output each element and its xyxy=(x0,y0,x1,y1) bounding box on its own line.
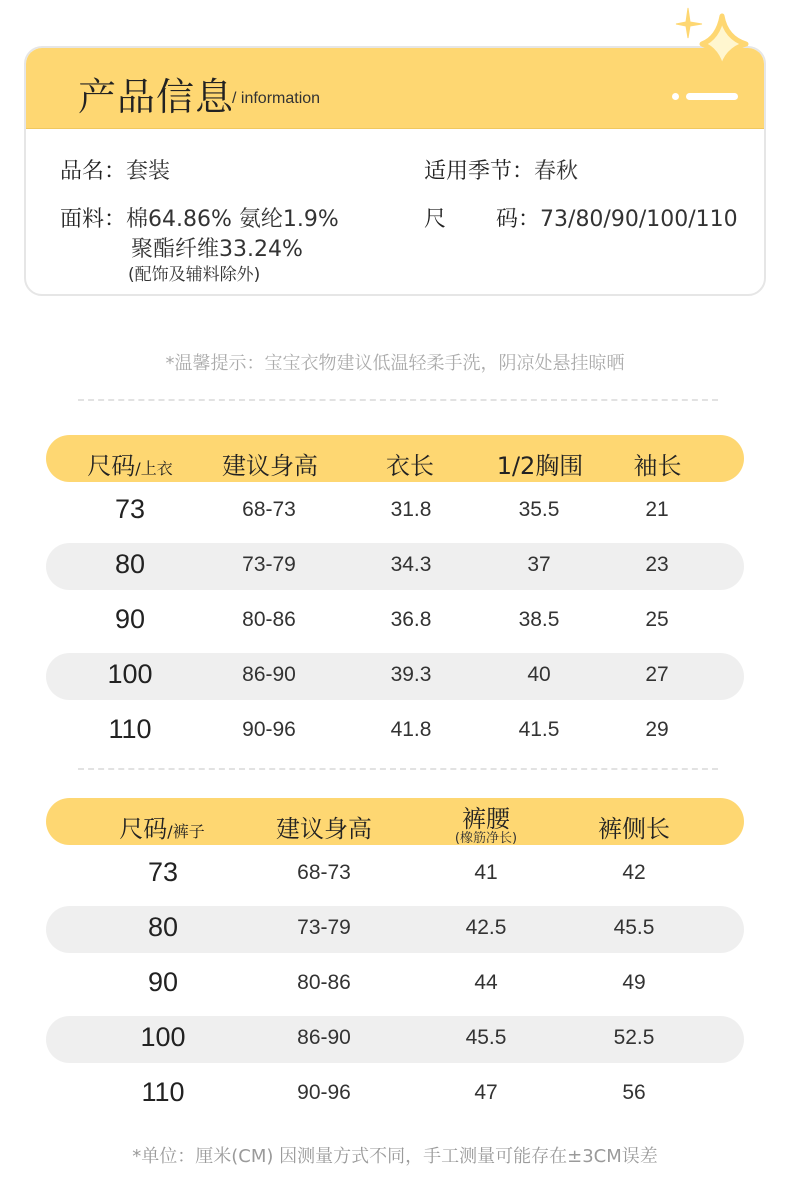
bottom-cell-size: 110 xyxy=(141,1077,185,1107)
top-cell-size: 110 xyxy=(108,714,152,744)
fabric-line2-row xyxy=(131,232,303,263)
top-cell-sleeve: 23 xyxy=(645,553,669,576)
top-cell-height: 73-79 xyxy=(242,553,296,576)
bottom-cell-size: 80 xyxy=(147,912,179,942)
top-header-size-label: 尺码 xyxy=(87,452,136,480)
top-cell-length: 36.8 xyxy=(390,608,432,631)
bottom-header-waist: 裤腰 xyxy=(462,805,510,833)
bottom-cell-size: 73 xyxy=(147,857,179,887)
product-info-title: 产品信息 xyxy=(78,75,235,119)
top-cell-length: 39.3 xyxy=(390,663,432,686)
fabric-note: (配饰及辅料除外) xyxy=(128,265,261,285)
bottom-header-side: 裤侧长 xyxy=(598,815,670,843)
fabric-row xyxy=(60,202,339,233)
name-label: 品名： xyxy=(60,159,127,184)
bottom-cell-size: 100 xyxy=(140,1022,186,1052)
bottom-header-size xyxy=(92,809,232,844)
season-value: 春秋 xyxy=(534,159,579,184)
season-row xyxy=(424,154,578,185)
bottom-cell-height: 80-86 xyxy=(297,971,351,994)
product-info-header xyxy=(26,48,764,129)
top-cell-chest: 38.5 xyxy=(518,608,560,631)
top-header-chest: 1/2胸围 xyxy=(496,452,584,480)
divider-2 xyxy=(78,768,718,770)
top-cell-height: 90-96 xyxy=(242,718,296,741)
bottom-cell-waist: 45.5 xyxy=(465,1026,507,1049)
top-cell-height: 86-90 xyxy=(242,663,296,686)
bottom-header-size-small: /裤子 xyxy=(167,822,205,841)
care-tip: *温馨提示：宝宝衣物建议低温轻柔手洗，阴凉处悬挂晾晒 xyxy=(165,353,625,374)
bottom-cell-height: 73-79 xyxy=(297,916,351,939)
top-header-size xyxy=(60,446,200,481)
top-header-sleeve: 袖长 xyxy=(633,452,682,480)
bottom-cell-side: 45.5 xyxy=(613,916,655,939)
bottom-cell-waist: 41 xyxy=(474,861,498,884)
top-cell-chest: 37 xyxy=(527,553,551,576)
size-label-b: 码： xyxy=(496,207,541,232)
bottom-cell-size: 90 xyxy=(147,967,179,997)
bottom-cell-side: 56 xyxy=(622,1081,646,1104)
divider-1 xyxy=(78,399,718,401)
bottom-cell-side: 42 xyxy=(622,861,646,884)
bottom-cell-height: 90-96 xyxy=(297,1081,351,1104)
top-cell-size: 80 xyxy=(114,549,146,579)
bottom-cell-height: 86-90 xyxy=(297,1026,351,1049)
top-header-size-small: /上衣 xyxy=(135,459,173,478)
top-cell-size: 90 xyxy=(114,604,146,634)
fabric-line2: 聚酯纤维33.24% xyxy=(131,237,303,262)
top-cell-length: 41.8 xyxy=(390,718,432,741)
bottom-cell-side: 52.5 xyxy=(613,1026,655,1049)
top-cell-height: 80-86 xyxy=(242,608,296,631)
bottom-cell-waist: 47 xyxy=(474,1081,498,1104)
bottom-header-size-label: 尺码 xyxy=(119,815,168,843)
top-cell-sleeve: 21 xyxy=(645,498,669,521)
product-info-card xyxy=(24,46,766,296)
top-cell-length: 31.8 xyxy=(390,498,432,521)
top-cell-sleeve: 29 xyxy=(645,718,669,741)
top-cell-height: 68-73 xyxy=(242,498,296,521)
fabric-line1: 棉64.86% 氨纶1.9% xyxy=(126,207,339,232)
size-label-a: 尺 xyxy=(424,207,447,232)
header-line-decoration xyxy=(686,93,738,100)
sparkle-icon xyxy=(672,4,762,74)
top-cell-size: 100 xyxy=(107,659,153,689)
bottom-cell-waist: 42.5 xyxy=(465,916,507,939)
top-cell-chest: 35.5 xyxy=(518,498,560,521)
header-dot-decoration xyxy=(672,93,679,100)
bottom-header-height: 建议身高 xyxy=(276,815,372,843)
size-row xyxy=(424,202,738,233)
top-cell-length: 34.3 xyxy=(390,553,432,576)
top-header-height: 建议身高 xyxy=(222,452,318,480)
name-row xyxy=(60,154,170,185)
product-info-subtitle: / information xyxy=(232,90,321,107)
bottom-cell-side: 49 xyxy=(622,971,646,994)
fabric-label: 面料： xyxy=(60,207,127,232)
top-cell-size: 73 xyxy=(114,494,146,524)
bottom-cell-height: 68-73 xyxy=(297,861,351,884)
top-cell-sleeve: 25 xyxy=(645,608,669,631)
footer-note: *单位：厘米(CM) 因测量方式不同，手工测量可能存在±3CM误差 xyxy=(132,1146,658,1167)
bottom-cell-waist: 44 xyxy=(474,971,498,994)
top-cell-chest: 40 xyxy=(527,663,551,686)
top-cell-chest: 41.5 xyxy=(518,718,560,741)
top-cell-sleeve: 27 xyxy=(645,663,669,686)
bottom-header-waist-note: (橡筋净长) xyxy=(454,831,518,846)
size-value: 73/80/90/100/110 xyxy=(540,207,738,232)
top-header-length: 衣长 xyxy=(386,452,434,480)
name-value: 套装 xyxy=(126,159,171,184)
season-label: 适用季节： xyxy=(424,159,535,184)
